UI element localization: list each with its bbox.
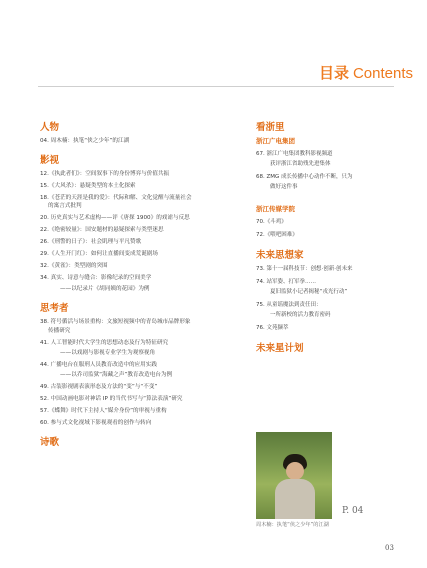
toc-item[interactable]: 41. 人工智能时代大学生的思想动态及行为特征研究 — [40, 340, 169, 346]
toc-item[interactable]: 76. 文苑撷萃 — [256, 325, 289, 331]
toc-item-continued[interactable]: 传播研究 — [48, 328, 71, 334]
left-column — [40, 122, 250, 452]
toc-item[interactable]: 67. 浙江广电集团教科影视频道 — [256, 151, 333, 157]
toc-item[interactable]: 18.《苍茫的天涯是我的爱》：代际和解、文化觉醒与流量社会 — [40, 195, 192, 201]
subsection-title-zmg: 浙江广电集团 — [256, 137, 295, 145]
toc-item-continued[interactable]: 夏旧监狱小记者揭秘“戎光行动” — [270, 289, 348, 295]
photo-page-reference: P. 04 — [342, 506, 364, 516]
right-column — [256, 122, 406, 358]
toc-item[interactable]: 20. 历史真实与艺术虚构——评《唐探 1900》的戏谑与反思 — [40, 215, 190, 221]
section-title-renwu: 人物 — [40, 122, 60, 133]
section-title-kanzheli: 看浙里 — [256, 122, 285, 133]
toc-item[interactable]: 44. 广播电台在服刑人员教育改造中的应用实践 — [40, 362, 157, 368]
photo-caption: 周木楠：执笔“侠之少年”的江湖 — [256, 522, 329, 528]
toc-item[interactable]: 26.《刑警的日子》：社会肌理与平凡赞歌 — [40, 239, 142, 245]
section-title-shige: 诗歌 — [40, 437, 60, 448]
contents-title — [319, 62, 413, 83]
cover-photo[interactable] — [256, 432, 332, 519]
toc-item[interactable]: 49. 古装影视剧表演形态及方法的“变”与“不变” — [40, 384, 158, 390]
section-title-weilaixing: 未来星计划 — [256, 343, 304, 354]
toc-item[interactable]: 72.《喂吧困难》 — [256, 232, 298, 238]
toc-item[interactable]: 15.《大风杀》：悬疑类型的本土化探索 — [40, 183, 136, 189]
toc-item[interactable]: 29.《人生开门红》：如何让直播间变成荒诞剧场 — [40, 251, 158, 257]
toc-item[interactable]: 60. 参与式文化视域下影视观看的创作与转向 — [40, 420, 152, 426]
section-title-yingshi: 影视 — [40, 155, 60, 166]
page-number: 03 — [385, 544, 394, 552]
toc-item-continued[interactable]: 获评浙江省助残先进集体 — [270, 161, 331, 167]
toc-item[interactable]: 68. ZMG 成长传播中心动作不断，只为 — [256, 174, 353, 180]
toc-item[interactable]: 32.《黄雀》：类型剧的突围 — [40, 263, 108, 269]
toc-item[interactable]: 73. 第十一届科技节：创想·创新·创未来 — [256, 266, 353, 272]
toc-item[interactable]: 52. 中国动画电影对神话 IP 的当代书写与“算法表演”研究 — [40, 396, 183, 402]
title-zh: 目录 — [318, 64, 349, 82]
toc-item-continued[interactable]: 的寓言式批判 — [48, 203, 82, 209]
title-en: Contents — [352, 65, 413, 82]
toc-item[interactable]: 12.《执此者们》：空间叙事下的身份博弈与价值共振 — [40, 171, 170, 177]
section-title-sikaozhe: 思考者 — [40, 303, 69, 314]
toc-item[interactable]: 75. 从童谣魔法到责任田： — [256, 302, 322, 308]
toc-item[interactable]: 57.《蝶舞》时代下主持人“媒介身份”的审视与重构 — [40, 408, 167, 414]
toc-item[interactable]: 70.《斗鸡》 — [256, 219, 287, 225]
section-title-weilai-sixiangjia: 未来思想家 — [256, 250, 304, 261]
toc-item[interactable]: 74. 站军姿、打军拳…… — [256, 279, 316, 285]
toc-item[interactable]: 04. 周木楠：执笔“侠之少年”的江湖 — [40, 138, 130, 144]
toc-item[interactable]: 22.《绝密较量》：国安题材的悬疑探索与类型迷思 — [40, 227, 164, 233]
toc-item[interactable]: 38. 符号循活与场景重构：文旅短视频中的青岛城市品牌形象 — [40, 319, 191, 325]
subsection-title-cuz: 浙江传媒学院 — [256, 205, 295, 213]
title-rule — [38, 86, 394, 87]
toc-item-continued[interactable]: 一所新校的活力教育密码 — [270, 312, 331, 318]
toc-item-continued[interactable]: 做好这件事 — [270, 184, 298, 190]
toc-item-continued[interactable]: ——以纪录片《胡同姨的花园》为例 — [60, 286, 150, 292]
toc-item-continued[interactable]: ——以乔司监狱“海藏之声”教育改造电台为例 — [60, 372, 173, 378]
toc-item-continued[interactable]: ——以戏剧与影视专业学生为观察视角 — [60, 350, 156, 356]
toc-item[interactable]: 34. 真实、诗意与缝合：影像纪录的空间美学 — [40, 275, 152, 281]
